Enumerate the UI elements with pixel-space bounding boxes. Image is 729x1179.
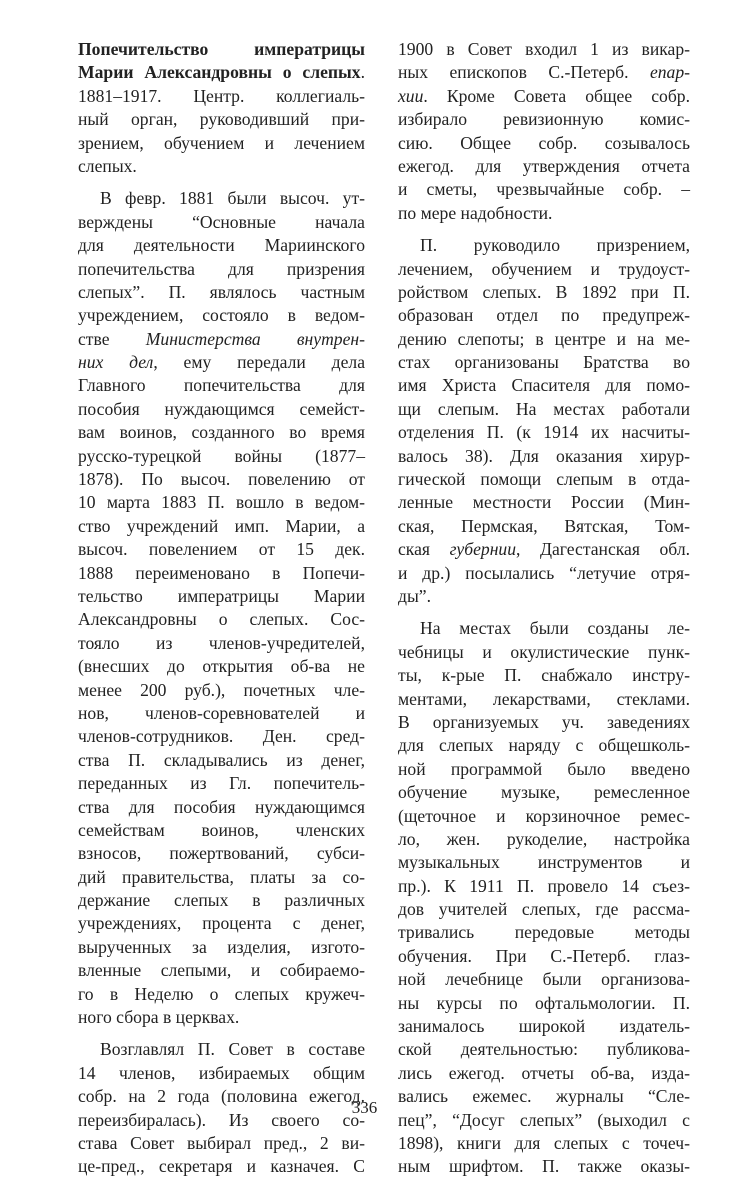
text-line: менее 200 руб.), почетных чле- bbox=[78, 679, 365, 700]
paragraph-gap bbox=[78, 178, 365, 187]
text-line: сию. Общее собр. созывалось bbox=[398, 132, 690, 153]
text-line: зрением, обучением и лечением bbox=[78, 132, 365, 153]
text-line: ного сбора в церквах. bbox=[78, 1007, 240, 1028]
text-line: 1878). По высоч. повелению от bbox=[78, 469, 365, 490]
text-line: го в Неделю о слепых кружеч- bbox=[78, 983, 365, 1004]
text-line: ская губернии, Дагестанская обл. bbox=[398, 539, 691, 560]
text-line: гической помощи слепым в отда- bbox=[398, 469, 690, 490]
text-line: дий правительства, платы за со- bbox=[78, 866, 365, 887]
text-line: 14 членов, избираемых общим bbox=[78, 1062, 365, 1083]
text-line: П. руководило призрением, bbox=[420, 235, 690, 256]
text-line: Возглавлял П. Совет в составе bbox=[100, 1039, 365, 1060]
text-line: занималось широкой издатель- bbox=[398, 1016, 690, 1037]
text-line: ство учреждений имп. Марии, а bbox=[78, 515, 365, 536]
text-line: переизбиралась). Из своего со- bbox=[78, 1109, 365, 1130]
text-line: Марии Александровны о слепых. bbox=[78, 62, 365, 83]
text-line: ства для пособия нуждающимся bbox=[78, 796, 365, 817]
text-line: дов учителей слепых, где рассма- bbox=[398, 899, 690, 920]
text-line: учреждениях, процента с денег, bbox=[78, 913, 365, 934]
text-line: ны курсы по офтальмологии. П. bbox=[398, 992, 690, 1013]
text-line: ты, к-рые П. снабжало инстру- bbox=[398, 665, 690, 686]
text-line: семействам воинов, членских bbox=[78, 819, 365, 840]
text-line: В февр. 1881 были высоч. ут- bbox=[100, 188, 365, 209]
text-line: вались ежемес. журналы “Сле- bbox=[398, 1086, 690, 1107]
text-line: лечением, обучением и трудоуст- bbox=[398, 258, 690, 279]
text-line: музыкальных инструментов и bbox=[398, 852, 690, 873]
paragraph-gap bbox=[398, 608, 690, 617]
text-line: учреждением, состояло в ведом- bbox=[78, 305, 365, 326]
text-line: вам воинов, созданного во время bbox=[78, 422, 365, 443]
text-line: пособия нуждающимся семейст- bbox=[78, 398, 365, 419]
text-line: собр. на 2 года (половина ежегод. bbox=[78, 1086, 365, 1107]
text-line: (щеточное и корзиночное ремес- bbox=[398, 805, 690, 826]
text-line: стах организованы Братства во bbox=[398, 352, 690, 373]
text-line: 1898), книги для слепых с точеч- bbox=[398, 1132, 690, 1153]
text-line: стве Министерства внутрен- bbox=[78, 328, 365, 349]
text-line: 1900 в Совет входил 1 из викар- bbox=[398, 39, 690, 59]
text-line: отделения П. (к 1914 их насчиты- bbox=[398, 422, 690, 443]
paragraph-gap bbox=[78, 1029, 365, 1038]
text-line: става Совет выбирал пред., 2 ви- bbox=[78, 1132, 365, 1153]
text-line: обучения. При С.-Петерб. глаз- bbox=[398, 945, 690, 966]
text-line: 1881–1917. Центр. коллегиаль- bbox=[78, 85, 365, 106]
page-number: 336 bbox=[351, 1098, 378, 1117]
text-line: ская, Пермская, Вятская, Том- bbox=[398, 515, 690, 536]
text-line: русско-турецкой войны (1877– bbox=[78, 445, 365, 466]
text-line: тельство императрицы Марии bbox=[78, 585, 365, 606]
text-line: чебницы и окулистические пунк- bbox=[398, 641, 690, 662]
text-line: ментами, лекарствами, стеклами. bbox=[398, 688, 690, 709]
text-line: В организуемых уч. заведениях bbox=[398, 711, 690, 732]
text-line: Александровны о слепых. Сос- bbox=[78, 609, 365, 630]
text-line: ленные местности России (Мин- bbox=[398, 492, 690, 513]
text-line: 10 марта 1883 П. вошло в ведом- bbox=[78, 492, 365, 513]
left-column bbox=[78, 38, 365, 1179]
text-line: вленные слепыми, и собираемо- bbox=[78, 960, 365, 981]
text-line: нов, членов-соревнователей и bbox=[78, 702, 365, 723]
text-line: имя Христа Спасителя для помо- bbox=[398, 375, 690, 396]
text-line: ды”. bbox=[398, 585, 431, 606]
right-column bbox=[398, 38, 690, 1179]
text-line: попечительства для призрения bbox=[78, 258, 365, 279]
text-line: них дел, ему передали дела bbox=[78, 352, 366, 373]
text-line: Попечительство императрицы bbox=[78, 39, 365, 59]
text-line: тривались передовые методы bbox=[398, 922, 690, 943]
text-line: пец”, “Досуг слепых” (выходил с bbox=[398, 1109, 690, 1130]
text-line: На местах были созданы ле- bbox=[420, 618, 690, 639]
text-line: для слепых наряду с общешколь- bbox=[398, 735, 690, 756]
text-line: членов-сотрудников. Ден. сред- bbox=[78, 726, 365, 747]
text-line: ный орган, руководивший при- bbox=[78, 109, 365, 130]
text-line: верждены “Основные начала bbox=[78, 211, 365, 232]
text-line: пр.). К 1911 П. провело 14 съез- bbox=[398, 875, 690, 896]
text-line: ло, жен. рукоделие, настройка bbox=[398, 828, 690, 849]
text-line: ной программой было введено bbox=[398, 758, 690, 779]
text-line: ской деятельностью: публикова- bbox=[398, 1039, 690, 1060]
text-line: хии. Кроме Совета общее собр. bbox=[398, 85, 690, 106]
text-line: избирало ревизионную комис- bbox=[398, 109, 690, 130]
text-line: тояло из членов-учредителей, bbox=[78, 632, 365, 653]
text-line: образован отдел по предупреж- bbox=[398, 305, 690, 326]
text-line: и сметы, чрезвычайные собр. – bbox=[398, 179, 690, 200]
text-line: взносов, пожертвований, субси- bbox=[78, 843, 365, 864]
text-line: Главного попечительства для bbox=[78, 375, 365, 396]
text-line: переданных из Гл. попечитель- bbox=[78, 773, 365, 794]
text-line: 1888 переименовано в Попечи- bbox=[78, 562, 365, 583]
text-line: це-пред., секретаря и казначея. С bbox=[78, 1156, 365, 1177]
text-line: ства П. складывались из денег, bbox=[78, 749, 365, 770]
text-line: обучение музыке, ремесленное bbox=[398, 782, 690, 803]
text-line: лись ежегод. отчеты об-ва, изда- bbox=[398, 1062, 690, 1083]
text-line: ным шрифтом. П. также оказы- bbox=[398, 1156, 690, 1177]
text-line: щи слепым. На местах работали bbox=[398, 398, 690, 419]
text-line: ных епископов С.-Петерб. епар- bbox=[398, 62, 690, 83]
text-line: вырученных за изделия, изгото- bbox=[78, 936, 365, 957]
paragraph-gap bbox=[398, 225, 690, 234]
text-line: ной лечебнице были организова- bbox=[398, 969, 690, 990]
text-line: дению слепоты; в центре и на ме- bbox=[398, 328, 690, 349]
text-line: высоч. повелением от 15 дек. bbox=[78, 539, 365, 560]
text-line: для деятельности Мариинского bbox=[78, 235, 365, 256]
text-line: ежегод. для утверждения отчета bbox=[398, 155, 690, 176]
text-line: слепых. bbox=[78, 155, 137, 176]
text-line: валось 38). Для оказания хирур- bbox=[398, 445, 690, 466]
text-line: слепых”. П. являлось частным bbox=[78, 281, 365, 302]
text-line: (внесших до открытия об-ва не bbox=[78, 656, 365, 677]
text-line: и др.) посылались “летучие отря- bbox=[398, 562, 690, 583]
text-line: держание слепых в различных bbox=[78, 890, 365, 911]
text-line: по мере надобности. bbox=[398, 202, 553, 223]
text-line: ройством слепых. В 1892 при П. bbox=[398, 281, 690, 302]
